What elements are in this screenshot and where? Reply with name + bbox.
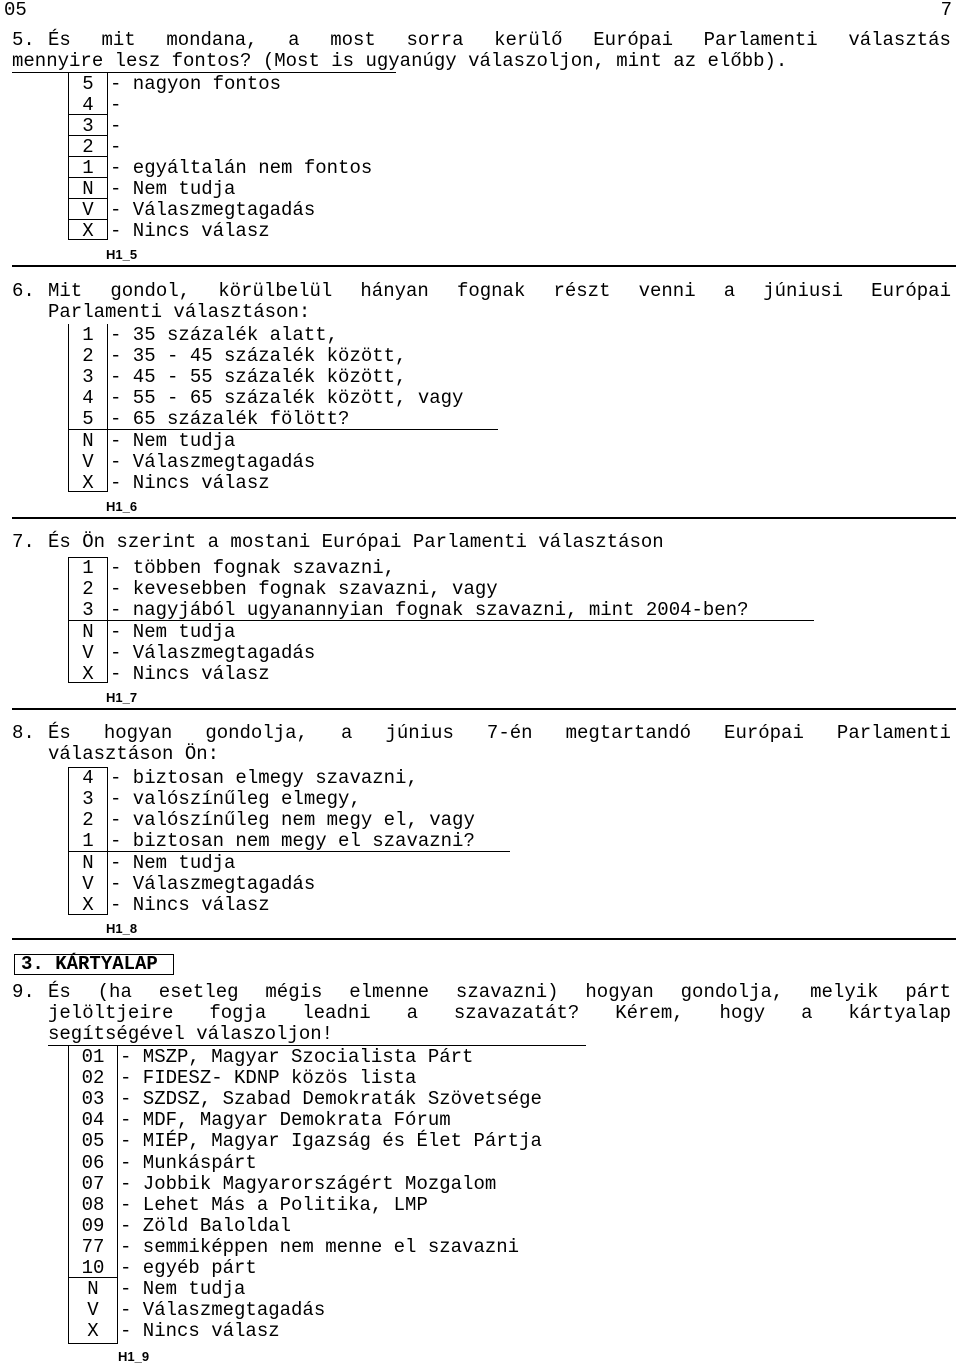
q6-text-line1: Mit gondol, körülbelül hányan fognak részt venni a júniusi Európai — [48, 280, 951, 302]
q9-option-label: - Lehet Más a Politika, LMP — [120, 1193, 428, 1216]
q8-variable-code: H1_8 — [106, 921, 138, 936]
section-divider — [12, 938, 956, 940]
q9-option-code: N — [87, 1278, 99, 1301]
q9-option-label: - Nincs válasz — [120, 1320, 280, 1343]
q9-number: 9. — [12, 981, 35, 1003]
q5-number: 5. — [12, 29, 35, 51]
q9-option-code: 04 — [81, 1109, 105, 1132]
section-divider — [12, 517, 956, 519]
q9-option-label: - Jobbik Magyarországért Mozgalom — [120, 1172, 497, 1195]
q5-variable-code: H1_5 — [106, 247, 138, 262]
q5-text-line2: mennyire lesz fontos? (Most is ugyanúgy válaszoljon, mint az előbb). — [12, 50, 788, 72]
q8-text-line1: És hogyan gondolja, a június 7-én megtartandó Európai Parlamenti — [48, 722, 951, 744]
q5-text-line1: És mit mondana, a most sorra kerülő Európai Parlamenti választás — [48, 29, 951, 51]
q9-option-label: - MSZP, Magyar Szocialista Párt — [120, 1046, 474, 1068]
q9-option-label: - SZDSZ, Szabad Demokraták Szövetsége — [120, 1088, 542, 1111]
q9-option-code: V — [87, 1299, 99, 1322]
q6-text-line2: Parlamenti választáson: — [48, 301, 311, 323]
q9-option-label: - egyéb párt — [120, 1257, 257, 1279]
section-divider — [12, 708, 956, 710]
q9-option-label: - Zöld Baloldal — [120, 1214, 292, 1237]
q9-text-line1: És (ha esetleg mégis elmenne szavazni) hogyan gondolja, melyik párt — [48, 981, 951, 1003]
q9-option-label: - semmiképpen nem menne el szavazni — [120, 1235, 520, 1258]
q9-option-code: 05 — [81, 1130, 105, 1153]
q9-variable-code: H1_9 — [118, 1349, 150, 1364]
q9-option-label: - FIDESZ- KDNP közös lista — [120, 1067, 417, 1090]
q9-option-code: 07 — [81, 1172, 105, 1195]
q9-option-code: 01 — [81, 1046, 105, 1068]
q6-variable-code: H1_6 — [106, 499, 138, 514]
q7-variable-code: H1_7 — [106, 690, 138, 705]
q9-option-code: 06 — [81, 1151, 105, 1174]
q9-option-label: - Válaszmegtagadás — [120, 1299, 326, 1322]
q9-text-line2: jelöltjeire fogja leadni a szavazatát? Kérem, hogy a kártyalap — [48, 1002, 951, 1024]
page-number: 7 — [940, 0, 952, 21]
q9-option-code: 08 — [81, 1193, 105, 1216]
q9-option-label: - Nem tudja — [120, 1278, 246, 1301]
q9-option-label: - Munkáspárt — [120, 1151, 257, 1174]
q9-option-code: 02 — [81, 1067, 105, 1090]
q9-text-line3: segítségével válaszoljon! — [48, 1023, 334, 1045]
q8-text-line2: választáson Ön: — [48, 743, 220, 765]
q9-option-code: 03 — [81, 1088, 105, 1111]
q9-option-code: 09 — [81, 1214, 105, 1237]
q9-option-code: X — [87, 1320, 99, 1343]
page-code: 05 — [4, 0, 27, 21]
q9-option-label: - MIÉP, Magyar Igazság és Élet Pártja — [120, 1130, 542, 1153]
q8-number: 8. — [12, 722, 35, 744]
q7-number: 7. — [12, 531, 35, 553]
card-label: 3. KÁRTYALAP — [14, 954, 174, 975]
q9-option-code: 77 — [81, 1235, 105, 1258]
q9-option-label: - MDF, Magyar Demokrata Fórum — [120, 1109, 451, 1132]
q6-number: 6. — [12, 280, 35, 302]
q9-option-code: 10 — [81, 1257, 105, 1279]
section-divider — [12, 265, 956, 267]
q7-text-line1: És Ön szerint a mostani Európai Parlamenti választáson — [48, 531, 664, 553]
